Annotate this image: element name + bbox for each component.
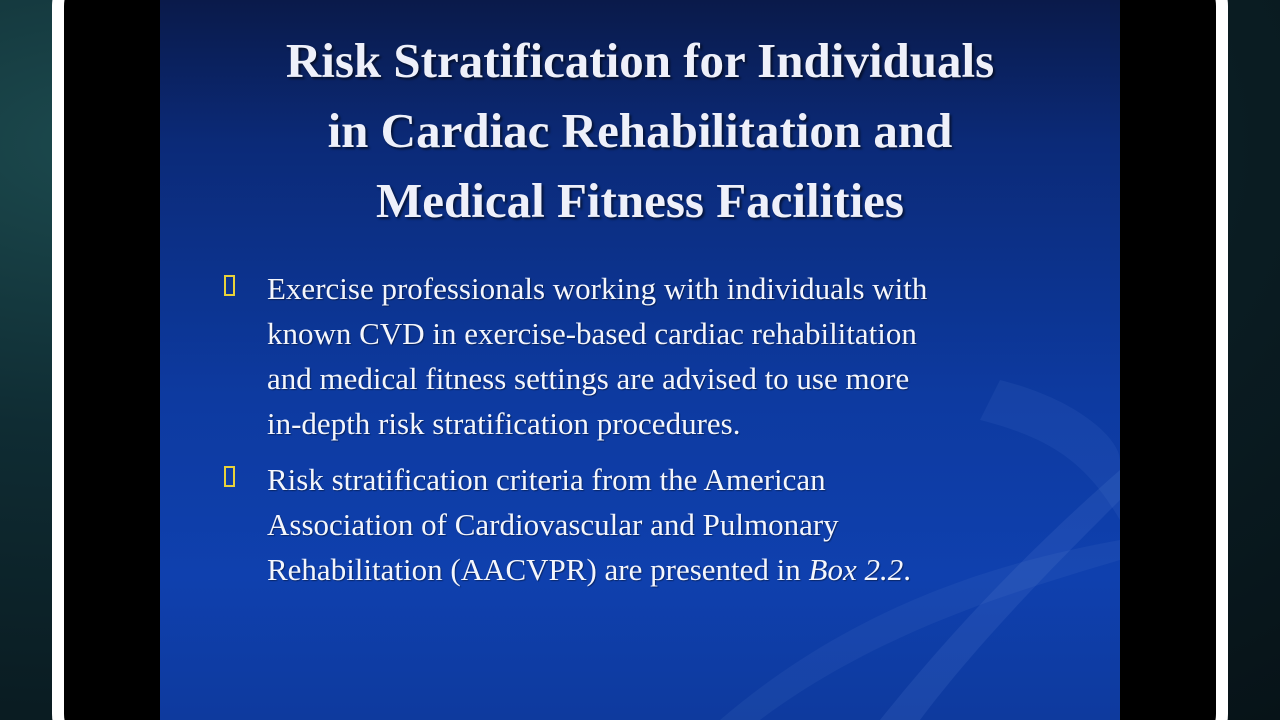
bullet-text-segment: Rehabilitation (AACVPR) are presented in [267, 552, 809, 587]
hollow-rectangle-bullet-icon [224, 275, 235, 296]
bullet-item [222, 266, 1102, 446]
box-reference: Box 2.2 [808, 552, 904, 587]
slide-title-line: Medical Fitness Facilities [376, 173, 904, 228]
bullet-text-line: Risk stratification criteria from the American [267, 462, 826, 497]
bullet-text-line: known CVD in exercise-based cardiac rehabilitation [267, 316, 917, 351]
slide-title-line: in Cardiac Rehabilitation and [327, 103, 953, 158]
bullet-item [222, 457, 1102, 592]
bullet-text-segment: . [903, 552, 911, 587]
bullet-list [222, 266, 1102, 603]
bullet-text-line: Association of Cardiovascular and Pulmonary [267, 507, 839, 542]
hollow-rectangle-bullet-icon [224, 466, 235, 487]
bullet-text-line: Exercise professionals working with individuals with [267, 271, 928, 306]
slide-title [160, 26, 1120, 236]
bullet-text-line [267, 547, 1102, 592]
slide-title-line: Risk Stratification for Individuals [285, 33, 995, 88]
bullet-text-line: and medical fitness settings are advised to use more [267, 361, 910, 396]
presentation-slide [160, 0, 1120, 720]
bullet-text-line: in-depth risk stratification procedures. [267, 406, 741, 441]
